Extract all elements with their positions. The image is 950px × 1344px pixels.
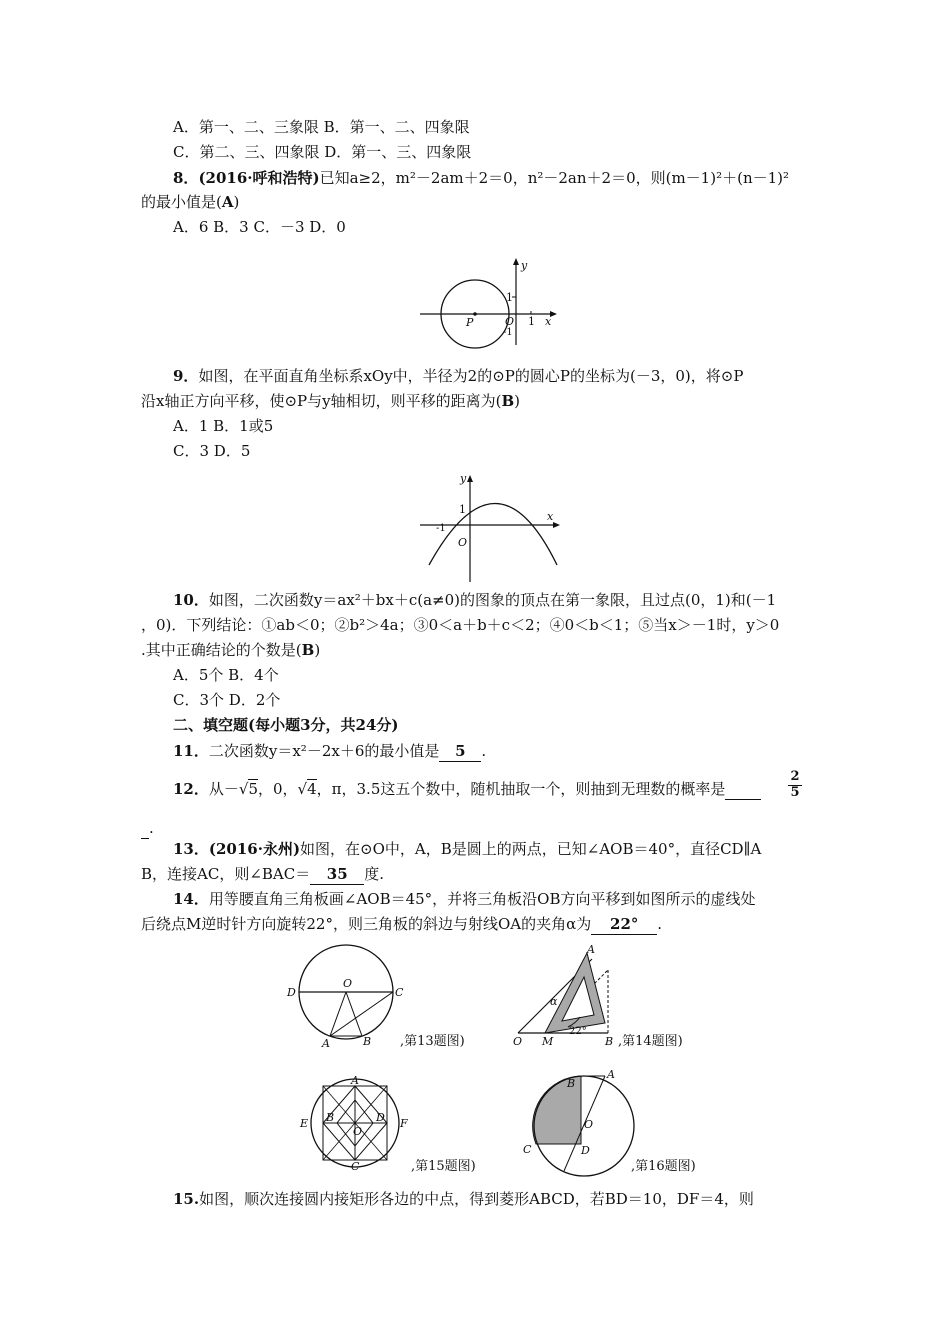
q12-tail: . (141, 818, 154, 839)
fig10-y-label: y (460, 472, 467, 485)
q14-answer: 22° (591, 914, 657, 935)
svg-text:O: O (343, 977, 353, 990)
q13-stem-line2: B，连接AC，则∠BAC＝ 35 度. (141, 865, 385, 883)
svg-text:F: F (400, 1117, 408, 1130)
q9-answer: B (501, 392, 515, 410)
q10-stem-line3: .其中正确结论的个数是(B) (141, 641, 321, 659)
q8-number: 8． (173, 169, 199, 187)
svg-text:C: C (351, 1160, 360, 1173)
q8-stem-line1 (173, 168, 789, 188)
q12-answer-fraction (787, 770, 803, 800)
fig9-p-label: P (466, 316, 474, 329)
q14-stem-line1: 14．用等腰直角三角板画∠AOB＝45°，并将三角板沿OB方向平移到如图所示的虚线处 (173, 890, 756, 908)
svg-text:A: A (607, 1068, 615, 1081)
q10-options-cd: C．3个 D．2个 (173, 691, 281, 709)
section2-title: 二、填空题(每小题3分，共24分) (173, 716, 399, 734)
q15-stem-line1: 15.如图，顺次连接圆内接矩形各边的中点，得到菱形ABCD，若BD＝10，DF＝4，则 (173, 1190, 754, 1208)
fig15-rhombus-in-circle (298, 1073, 498, 1178)
q10-answer: B (301, 641, 315, 659)
q12-line: 12．从－√5，0，√4，π，3.5这五个数中，随机抽取一个，则抽到无理数的概率是 (173, 779, 761, 800)
svg-text:E: E (300, 1117, 309, 1130)
svg-text:A: A (322, 1037, 330, 1050)
svg-text:1: 1 (506, 291, 513, 304)
svg-text:D: D (581, 1144, 590, 1157)
fig10-x-label: x (547, 510, 554, 523)
q8-text: 已知a≥2，m²－2am＋2＝0，n²－2an＋2＝0，则(m－1)²＋(n－1)² (319, 169, 790, 187)
svg-text:1: 1 (528, 315, 535, 328)
svg-text:O: O (458, 536, 468, 549)
q10-stem-line2: ，0)．下列结论：①ab＜0；②b²＞4a；③0＜a＋b＋c＜2；④0＜b＜1；⑤当x＞－1时，y＞0 (141, 616, 780, 634)
q10-figure-parabola (420, 470, 565, 585)
svg-text:B: B (605, 1035, 614, 1048)
q8-answer: A (221, 193, 234, 211)
q7-options-ab: A．第一、二、三象限 B．第一、二、四象限 (173, 118, 470, 136)
fig13-caption: ,第13题图) (400, 1034, 465, 1049)
q7-options-cd: C．第二、三、四象限 D．第一、三、四象限 (173, 143, 472, 161)
svg-text:D: D (287, 986, 296, 999)
q13-stem-line1: 13．(2016·永州)如图，在⊙O中，A，B是圆上的两点，已知∠AOB＝40°，直径CD∥A (173, 840, 762, 858)
svg-text:O: O (584, 1118, 594, 1131)
svg-text:-1: -1 (503, 327, 513, 338)
fig16-shaded-circle (518, 1068, 718, 1178)
q9-figure-circle-axes (420, 255, 560, 350)
svg-text:B: B (567, 1077, 576, 1090)
svg-text:A: A (351, 1074, 359, 1087)
q8-stem-line2: 的最小值是(A) (141, 193, 240, 211)
svg-text:C: C (395, 986, 404, 999)
svg-text:O: O (505, 315, 515, 328)
q13-answer: 35 (310, 864, 364, 885)
q14-stem-line2: 后绕点M逆时针方向旋转22°，则三角板的斜边与射线OA的夹角α为 22° . (141, 915, 662, 933)
svg-text:α: α (550, 995, 558, 1008)
fig16-caption: ,第16题图) (631, 1159, 696, 1174)
svg-text:D: D (376, 1111, 385, 1124)
q9-stem-line1: 9．如图，在平面直角坐标系xOy中，半径为2的⊙P的圆心P的坐标为(－3，0)，将⊙P (173, 367, 744, 385)
svg-text:B: B (326, 1111, 335, 1124)
svg-text:-1: -1 (436, 523, 446, 534)
q12-root4: 4 (307, 780, 317, 798)
q11-line: 11．二次函数y＝x²－2x＋6的最小值是 5 . (173, 742, 487, 760)
fig14-triangles (510, 945, 710, 1055)
svg-text:C: C (523, 1143, 532, 1156)
svg-text:1: 1 (459, 503, 466, 516)
q9-options-cd: C．3 D．5 (173, 442, 251, 460)
svg-text:O: O (513, 1035, 523, 1048)
fig15-caption: ,第15题图) (411, 1159, 476, 1174)
svg-text:22°: 22° (569, 1026, 587, 1037)
q10-options-ab: A．5个 B．4个 (173, 666, 279, 684)
svg-text:B: B (363, 1035, 372, 1048)
fig14-caption: ,第14题图) (618, 1034, 683, 1049)
q10-stem-line1: 10．如图，二次函数y＝ax²＋bx＋c(a≠0)的图象的顶点在第一象限，且过点(0，1)和(－1 (173, 591, 777, 609)
svg-text:O: O (353, 1125, 363, 1138)
q12-answer-denominator: 5 (790, 785, 800, 800)
q8-source: (2016·呼和浩特) (198, 169, 320, 187)
q12-root5: 5 (248, 780, 258, 798)
svg-text:A: A (587, 943, 595, 956)
svg-text:M: M (542, 1035, 554, 1048)
fig13-circle (283, 945, 488, 1060)
q12-answer-numerator: 2 (790, 769, 800, 784)
q8-options: A．6 B．3 C．－3 D．0 (173, 218, 346, 236)
q11-answer: 5 (439, 741, 481, 762)
fig9-y-label: y (521, 259, 528, 272)
q9-stem-line2: 沿x轴正方向平移，使⊙P与y轴相切，则平移的距离为(B) (141, 392, 520, 410)
fig9-x-label: x (545, 315, 552, 328)
q9-options-ab: A．1 B．1或5 (173, 417, 274, 435)
